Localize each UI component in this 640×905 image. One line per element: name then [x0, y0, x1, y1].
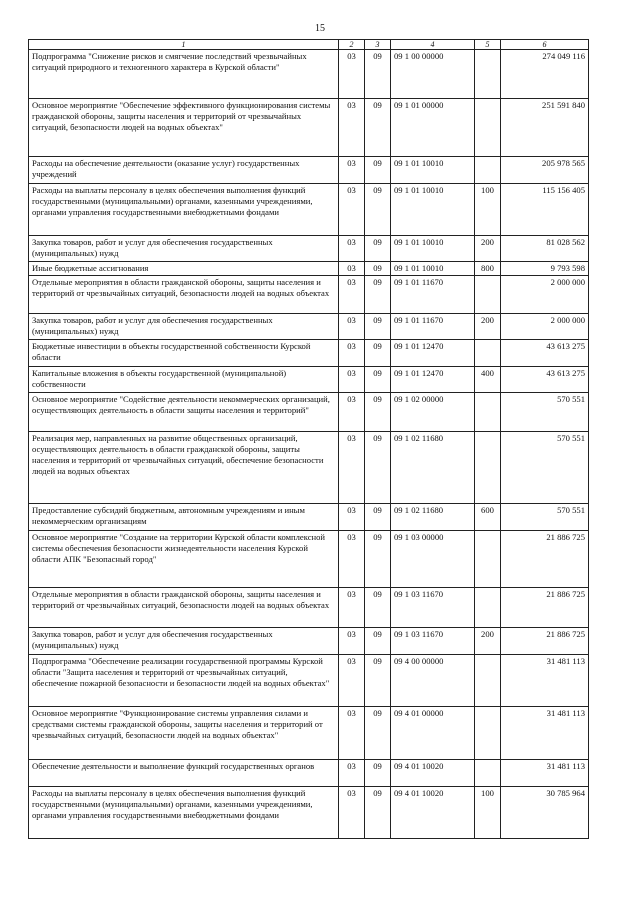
column-header-4: 4 [391, 40, 475, 50]
table-row [29, 340, 589, 367]
subsection-code-cell: 09 [365, 50, 391, 99]
section-code-cell: 03 [339, 340, 365, 367]
amount-cell: 205 978 565 [501, 157, 589, 184]
target-article-code-cell: 09 1 01 11670 [391, 314, 475, 340]
section-code-cell: 03 [339, 393, 365, 432]
amount-cell: 115 156 405 [501, 184, 589, 236]
table-row [29, 50, 589, 99]
target-article-code-cell: 09 1 01 10010 [391, 157, 475, 184]
subsection-code-cell: 09 [365, 157, 391, 184]
target-article-code-cell: 09 4 01 10020 [391, 760, 475, 787]
expense-name-cell: Закупка товаров, работ и услуг для обеспечения государственных (муниципальных) нужд [29, 314, 339, 340]
table-row [29, 760, 589, 787]
section-code-cell: 03 [339, 367, 365, 393]
table-row [29, 314, 589, 340]
section-code-cell: 03 [339, 504, 365, 531]
expense-type-code-cell [475, 393, 501, 432]
expense-type-code-cell: 200 [475, 236, 501, 262]
expense-type-code-cell [475, 276, 501, 314]
subsection-code-cell: 09 [365, 184, 391, 236]
table-row [29, 393, 589, 432]
table-row [29, 262, 589, 276]
amount-cell: 274 049 116 [501, 50, 589, 99]
expense-type-code-cell [475, 655, 501, 707]
subsection-code-cell: 09 [365, 276, 391, 314]
subsection-code-cell: 09 [365, 628, 391, 655]
amount-cell: 43 613 275 [501, 367, 589, 393]
expense-name-cell: Иные бюджетные ассигнования [29, 262, 339, 276]
expense-name-cell: Отдельные мероприятия в области гражданской обороны, защиты населения и территорий от чрезвычайных ситуаций, безопасности людей на водных объектах [29, 588, 339, 628]
section-code-cell: 03 [339, 99, 365, 157]
subsection-code-cell: 09 [365, 340, 391, 367]
target-article-code-cell: 09 1 01 11670 [391, 276, 475, 314]
subsection-code-cell: 09 [365, 655, 391, 707]
section-code-cell: 03 [339, 276, 365, 314]
expense-type-code-cell: 600 [475, 504, 501, 531]
target-article-code-cell: 09 1 03 11670 [391, 628, 475, 655]
target-article-code-cell: 09 1 01 00000 [391, 99, 475, 157]
column-header-5: 5 [475, 40, 501, 50]
expense-type-code-cell [475, 707, 501, 760]
table-row [29, 628, 589, 655]
expense-type-code-cell [475, 50, 501, 99]
subsection-code-cell: 09 [365, 262, 391, 276]
section-code-cell: 03 [339, 236, 365, 262]
expense-name-cell: Расходы на обеспечение деятельности (оказание услуг) государственных учреждений [29, 157, 339, 184]
table-row [29, 367, 589, 393]
expense-type-code-cell: 100 [475, 184, 501, 236]
section-code-cell: 03 [339, 50, 365, 99]
expense-name-cell: Отдельные мероприятия в области гражданской обороны, защиты населения и территорий от чрезвычайных ситуаций, безопасности людей на водных объектах [29, 276, 339, 314]
table-row [29, 432, 589, 504]
expense-name-cell: Закупка товаров, работ и услуг для обеспечения государственных (муниципальных) нужд [29, 236, 339, 262]
amount-cell: 21 886 725 [501, 588, 589, 628]
amount-cell: 251 591 840 [501, 99, 589, 157]
expense-type-code-cell [475, 588, 501, 628]
target-article-code-cell: 09 1 02 00000 [391, 393, 475, 432]
table-row [29, 276, 589, 314]
amount-cell: 21 886 725 [501, 628, 589, 655]
expense-name-cell: Закупка товаров, работ и услуг для обеспечения государственных (муниципальных) нужд [29, 628, 339, 655]
expense-name-cell: Расходы на выплаты персоналу в целях обеспечения выполнения функций государственными (муниципальными) органами, казенными учреждениями, органами управления государственными внебюджетными фондами [29, 184, 339, 236]
expense-type-code-cell [475, 531, 501, 588]
subsection-code-cell: 09 [365, 588, 391, 628]
budget-table-body [29, 40, 589, 839]
expense-name-cell: Подпрограмма "Снижение рисков и смягчение последствий чрезвычайных ситуаций природного и техногенного характера в Курской области" [29, 50, 339, 99]
page-number: 15 [315, 23, 325, 34]
amount-cell: 9 793 598 [501, 262, 589, 276]
target-article-code-cell: 09 1 01 12470 [391, 340, 475, 367]
table-row [29, 157, 589, 184]
target-article-code-cell: 09 1 01 10010 [391, 184, 475, 236]
target-article-code-cell: 09 4 00 00000 [391, 655, 475, 707]
subsection-code-cell: 09 [365, 367, 391, 393]
target-article-code-cell: 09 1 03 00000 [391, 531, 475, 588]
amount-cell: 570 551 [501, 432, 589, 504]
section-code-cell: 03 [339, 655, 365, 707]
expense-name-cell: Бюджетные инвестиции в объекты государственной собственности Курской области [29, 340, 339, 367]
expense-type-code-cell: 800 [475, 262, 501, 276]
subsection-code-cell: 09 [365, 393, 391, 432]
target-article-code-cell: 09 4 01 10020 [391, 787, 475, 839]
subsection-code-cell: 09 [365, 236, 391, 262]
target-article-code-cell: 09 1 03 11670 [391, 588, 475, 628]
target-article-code-cell: 09 1 01 10010 [391, 236, 475, 262]
amount-cell: 2 000 000 [501, 276, 589, 314]
table-row [29, 707, 589, 760]
section-code-cell: 03 [339, 531, 365, 588]
subsection-code-cell: 09 [365, 531, 391, 588]
section-code-cell: 03 [339, 588, 365, 628]
subsection-code-cell: 09 [365, 787, 391, 839]
section-code-cell: 03 [339, 628, 365, 655]
subsection-code-cell: 09 [365, 99, 391, 157]
target-article-code-cell: 09 1 01 10010 [391, 262, 475, 276]
section-code-cell: 03 [339, 432, 365, 504]
amount-cell: 43 613 275 [501, 340, 589, 367]
subsection-code-cell: 09 [365, 707, 391, 760]
amount-cell: 30 785 964 [501, 787, 589, 839]
expense-name-cell: Предоставление субсидий бюджетным, автономным учреждениям и иным некоммерческим организациям [29, 504, 339, 531]
expense-name-cell: Расходы на выплаты персоналу в целях обеспечения выполнения функций государственными (муниципальными) органами, казенными учреждениями, органами управления государственными внебюджетными фондами [29, 787, 339, 839]
table-row [29, 99, 589, 157]
expense-type-code-cell [475, 340, 501, 367]
expense-name-cell: Основное мероприятие "Обеспечение эффективного функционирования системы гражданской обороны, защиты населения и территорий от чрезвычайных ситуаций, безопасности людей на водных объектах" [29, 99, 339, 157]
table-row [29, 184, 589, 236]
expense-type-code-cell [475, 432, 501, 504]
amount-cell: 31 481 113 [501, 707, 589, 760]
amount-cell: 81 028 562 [501, 236, 589, 262]
column-header-1: 1 [29, 40, 339, 50]
section-code-cell: 03 [339, 157, 365, 184]
target-article-code-cell: 09 1 02 11680 [391, 504, 475, 531]
column-number-header-row [29, 40, 589, 50]
expense-type-code-cell: 400 [475, 367, 501, 393]
table-row [29, 236, 589, 262]
expense-type-code-cell [475, 157, 501, 184]
section-code-cell: 03 [339, 262, 365, 276]
section-code-cell: 03 [339, 760, 365, 787]
section-code-cell: 03 [339, 314, 365, 340]
expense-name-cell: Подпрограмма "Обеспечение реализации государственной программы Курской области "Защита населения и территорий от чрезвычайных ситуаций, обеспечение пожарной безопасности и безопасности людей на водных объектах" [29, 655, 339, 707]
expense-type-code-cell [475, 760, 501, 787]
target-article-code-cell: 09 1 01 12470 [391, 367, 475, 393]
expense-type-code-cell [475, 99, 501, 157]
expense-type-code-cell: 200 [475, 314, 501, 340]
target-article-code-cell: 09 1 00 00000 [391, 50, 475, 99]
subsection-code-cell: 09 [365, 432, 391, 504]
amount-cell: 570 551 [501, 504, 589, 531]
table-row [29, 531, 589, 588]
amount-cell: 31 481 113 [501, 655, 589, 707]
expense-type-code-cell: 100 [475, 787, 501, 839]
subsection-code-cell: 09 [365, 504, 391, 531]
table-row [29, 588, 589, 628]
expense-name-cell: Капитальные вложения в объекты государственной (муниципальной) собственности [29, 367, 339, 393]
column-header-2: 2 [339, 40, 365, 50]
expense-name-cell: Основное мероприятие "Создание на территории Курской области комплексной системы обеспечения безопасности жизнедеятельности населения Курской области АПК "Безопасный город" [29, 531, 339, 588]
amount-cell: 2 000 000 [501, 314, 589, 340]
subsection-code-cell: 09 [365, 314, 391, 340]
target-article-code-cell: 09 1 02 11680 [391, 432, 475, 504]
section-code-cell: 03 [339, 184, 365, 236]
budget-table [28, 39, 589, 839]
target-article-code-cell: 09 4 01 00000 [391, 707, 475, 760]
expense-name-cell: Обеспечение деятельности и выполнение функций государственных органов [29, 760, 339, 787]
column-header-3: 3 [365, 40, 391, 50]
expense-name-cell: Основное мероприятие "Содействие деятельности некоммерческих организаций, осуществляющих деятельность в области защиты населения и территорий" [29, 393, 339, 432]
amount-cell: 21 886 725 [501, 531, 589, 588]
expense-name-cell: Основное мероприятие "Функционирование системы управления силами и средствами системы гражданской обороны, защиты населения и территорий от чрезвычайных ситуаций, безопасности людей на водных объектах" [29, 707, 339, 760]
expense-type-code-cell: 200 [475, 628, 501, 655]
amount-cell: 570 551 [501, 393, 589, 432]
column-header-6: 6 [501, 40, 589, 50]
section-code-cell: 03 [339, 707, 365, 760]
amount-cell: 31 481 113 [501, 760, 589, 787]
table-row [29, 655, 589, 707]
table-row [29, 787, 589, 839]
section-code-cell: 03 [339, 787, 365, 839]
expense-name-cell: Реализация мер, направленных на развитие общественных организаций, осуществляющих деятельность в области гражданской обороны, защиты населения и территорий от чрезвычайных ситуаций, обеспечение безопасности людей на водных объектах [29, 432, 339, 504]
table-row [29, 504, 589, 531]
subsection-code-cell: 09 [365, 760, 391, 787]
